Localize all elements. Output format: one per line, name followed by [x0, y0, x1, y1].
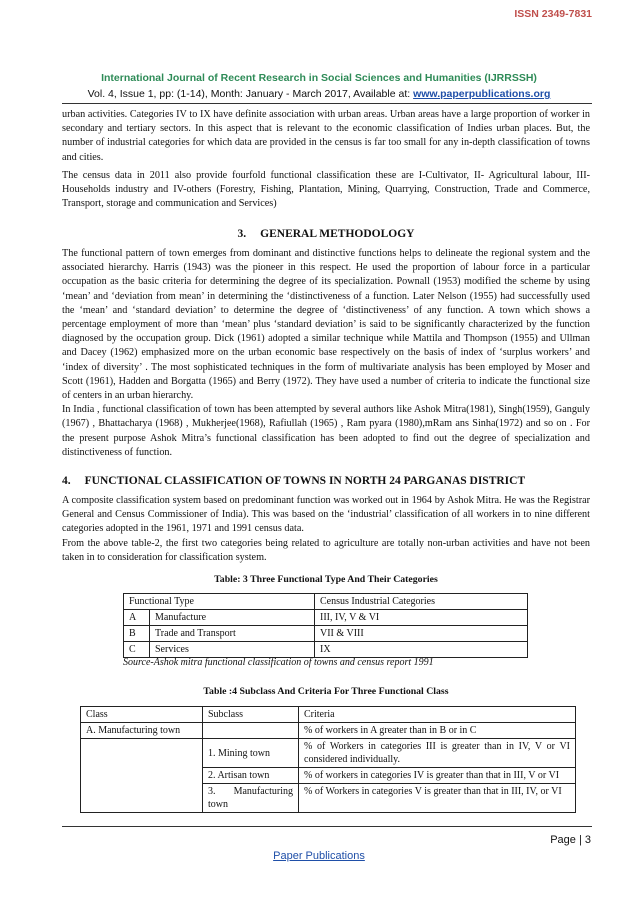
table-row: [124, 626, 528, 642]
section-4-text: [62, 494, 590, 569]
table-header-cell: Census Industrial Categories: [315, 594, 528, 610]
page-number: Page | 3: [550, 834, 591, 846]
section-4-paragraph-2: From the above table-2, the first two categories being related to agriculture are totally non-urban activities and have not been taken in to consideration for classification system.: [62, 537, 590, 563]
table-row: [81, 707, 576, 723]
table-row: [81, 739, 576, 768]
table-4-caption: Table :4 Subclass And Criteria For Three Functional Class: [203, 686, 449, 697]
publisher-link[interactable]: Paper Publications: [273, 850, 365, 862]
table-row: [81, 723, 576, 739]
table-cell: [81, 784, 203, 813]
table-cell: [81, 768, 203, 784]
table-cell: % of workers in A greater than in B or in C: [299, 723, 576, 739]
section-3-heading: [62, 228, 590, 240]
table-row: [124, 610, 528, 626]
section-3-title: GENERAL METHODOLOGY: [260, 228, 415, 240]
journal-meta: [0, 88, 638, 100]
table-cell: 1. Mining town: [203, 739, 299, 768]
intro-paragraph-2: The census data in 2011 also provide fourfold functional classification these are I-Cultivator, II- Agricultural labour, III-Households industry and IV-others (Forestry, Fishing, Plantation, Mining, Quarrying, Construction, Trade and Commerce, Transport, storage and communication and Services): [62, 169, 590, 210]
table-header-cell: Functional Type: [124, 594, 315, 610]
table-cell: 3. Manufacturing town: [203, 784, 299, 813]
table-3: [123, 593, 528, 658]
table-header-cell: Criteria: [299, 707, 576, 723]
header-rule: [62, 103, 592, 104]
footer-rule: [62, 826, 592, 827]
table-row: [124, 642, 528, 658]
section-3-text: [62, 247, 590, 464]
journal-title: International Journal of Recent Research in Social Sciences and Humanities (IJRRSSH): [101, 72, 537, 84]
table-cell: Trade and Transport: [150, 626, 315, 642]
journal-meta-text: Vol. 4, Issue 1, pp: (1-14), Month: January - March 2017, Available at:: [87, 88, 414, 100]
table-cell: C: [124, 642, 150, 658]
section-3-number: 3.: [237, 228, 247, 240]
table-cell: VII & VIII: [315, 626, 528, 642]
section-4-heading: [62, 475, 590, 487]
table-cell: B: [124, 626, 150, 642]
table-4: [80, 706, 576, 813]
section-4-title: FUNCTIONAL CLASSIFICATION OF TOWNS IN NORTH 24 PARGANAS DISTRICT: [84, 475, 526, 487]
section-4-number: 4.: [62, 475, 71, 487]
section-3-paragraph-2: In India , functional classification of town has been attempted by several authors like Ashok Mitra(1981), Singh(1959), Ganguly (1967) , Bhattacharya (1968) , Mukherjee(1968), Rafiullah (1965) , Ram pyara (1980),mRam ans Sinha(1972) and so on . For the present purpose Ashok Mitra’s functional classification has been adopted to find out the degree of specialization and distinctiveness of function.: [62, 404, 590, 458]
table-cell: Manufacture: [150, 610, 315, 626]
intro-text: [62, 108, 590, 215]
table-row: [81, 784, 576, 813]
table-row: [81, 768, 576, 784]
table-cell: 2. Artisan town: [203, 768, 299, 784]
table-cell: % of Workers in categories III is greater than in IV, V or VI considered individually.: [299, 739, 576, 768]
table-3-caption: Table: 3 Three Functional Type And Their Categories: [214, 574, 438, 585]
table-cell: III, IV, V & VI: [315, 610, 528, 626]
table-cell: A: [124, 610, 150, 626]
table-cell: A. Manufacturing town: [81, 723, 203, 739]
issn-label: ISSN 2349-7831: [514, 8, 592, 20]
table-cell: % of Workers in categories V is greater than that in III, IV, or VI: [299, 784, 576, 813]
table-cell: [81, 739, 203, 768]
intro-paragraph-1: urban activities. Categories IV to IX have definite association with urban areas. Urban areas have a large proportion of worker in secondary and tertiary sectors. In this aspect that is relevant to the economic classification of Indies urban places. But, the number of industrial categories for which data are provided in the census is far too small for any in-depth classification of towns and cities.: [62, 109, 590, 163]
section-4-paragraph-1: A composite classification system based on predominant function was worked out in 1964 by Ashok Mitra. He was the Registrar General and Census Commissioner of India). This was based on the ‘industrial’ classification of all workers in to nine different categories adopted in the 1961, 1971 and 1991 census data.: [62, 495, 590, 535]
table-cell: Services: [150, 642, 315, 658]
table-cell: % of workers in categories IV is greater than that in III, V or VI: [299, 768, 576, 784]
table-cell: IX: [315, 642, 528, 658]
section-3-paragraph-1: The functional pattern of town emerges from dominant and distinctive functions helps to delineate the regional system and the associated hierarchy. Harris (1943) was the pioneer in this respect. He used the proportion of labour force in a particular occupation as the basic criteria for determining the degree of its specialization. Pownall (1953) modified the scheme by using ‘mean’ and ‘deviation from mean’ in determining the ‘distinctiveness of a function. Later Nelson (1955) had successfully used the ‘mean’ and ‘standard deviation’ to determine the degree of ‘distinctiveness’ of any function. A town which shows a percentage employment of more than ‘mean’ plus ‘standard deviation’ is said to be significantly characterized by the function diagnosed by the occupation group. Dick (1961) adopted a similar technique while Mattila and Thompson (1955) and Ullman and Dacey (1962) emphasized more on the urban economic base respectively on the basis of index of ‘surplus workers’ and ‘index of diversity’ . The most sophisticated techniques in the form of multivariate analysis has been employed by Moser and Scott (1961), Hadden and Borgatta (1965) and Berry (1972). They have used a number of criteria to indicate the functional size of centers in an urban hierarchy.: [62, 248, 590, 402]
table-3-source: Source-Ashok mitra functional classification of towns and census report 1991: [123, 657, 434, 668]
table-cell: [203, 723, 299, 739]
journal-website-link[interactable]: www.paperpublications.org: [413, 88, 551, 100]
table-row: [124, 594, 528, 610]
table-header-cell: Subclass: [203, 707, 299, 723]
table-header-cell: Class: [81, 707, 203, 723]
